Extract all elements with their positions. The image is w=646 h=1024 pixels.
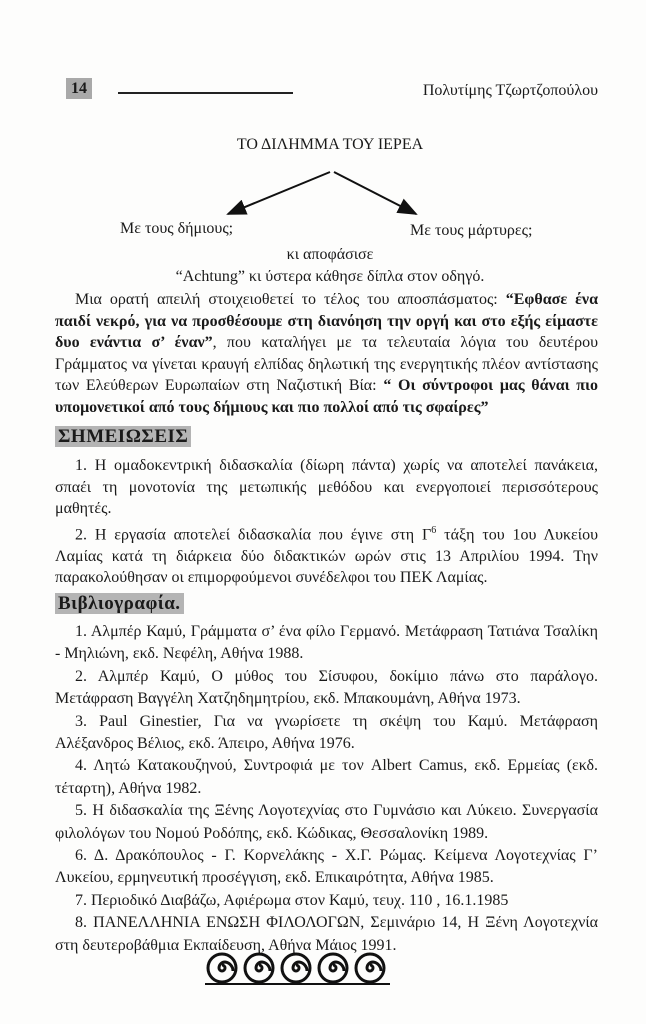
notes-list [55,455,598,589]
arrow-right-icon [334,172,416,214]
note-item [55,520,598,589]
bib-item: 4. Λητώ Κατακουζηνού, Συντροφιά με τον Albert Camus, εκδ. Ερμείας (εκδ. τέταρτη), Αθήνα 1982. [55,757,598,797]
bib-item: 3. Paul Ginestier, Για να γνωρίσετε τη σκέψη του Καμύ. Μετάφραση Αλέξανδρος Βέλιος, εκδ. Άπειρο, Αθήνα 1976. [55,712,598,753]
bib-item: 7. Περιοδικό Διαβάζω, Αφιέρωμα στον Καμύ, τευχ. 110 , 16.1.1985 [75,891,509,909]
bib-item: 8. ΠΑΝΕΛΛΗΝΙΑ ΕΝΩΣΗ ΦΙΛΟΛΟΓΩΝ, Σεμινάριο 14, Η Ξένη Λογοτεχνία στη δευτεροβάθμια Εκπαίδευση, Αθήνα Μάιος 1991. [55,914,598,954]
arrow-left-icon [228,172,330,214]
bold-quote: “ Οι σύντροφοι μας θάναι πιο υπομονετικοί από τους δήμιους και πιο πολλοί από τις σφαίρες” [55,377,598,416]
author-name: Πολυτίμης Τζωρτζοπούλου [422,82,598,99]
bibliography-list [55,621,598,957]
diagram-right-option: Με τους μάρτυρες; [410,222,533,239]
text: Μια ορατή απειλή στοιχειοθετεί το τέλος του αποσπάσματος: [75,291,506,308]
main-paragraph [55,289,598,419]
diagram-arrows [0,0,646,260]
notes-heading: ΣΗΜΕΙΩΣΕΙΣ [55,426,191,447]
note-item: 1. Η ομαδοκεντρική διδασκαλία (δίωρη πάντα) χωρίς να αποτελεί πανάκεια, σπαέι τη μονοτονία της μετωπικής μεθόδου και ενεργοποιεί περισσότερους μαθητές. [55,457,598,518]
superscript: 6 [431,524,437,536]
bib-item: 6. Δ. Δρακόπουλος - Γ. Κορνελάκης - Χ.Γ. Ρώμας. Κείμενα Λογοτεχνίας Γ’ Λυκείου, ερμηνευτική προσέγγιση, εκδ. Επικαιρότητα, Αθήνα 1985. [55,847,598,887]
diagram-line-1: κι αποφάσισε [286,246,374,263]
bib-item: 2. Αλμπέρ Καμύ, Ο μύθος του Σίσυφου, δοκίμιο πάνω στο παράλογο. Μετάφραση Βαγγέλη Χατζηδημητρίου, εκδ. Μπακουμάνη, Αθήνα 1973. [55,667,598,708]
spiral-ornament-icon [205,952,390,986]
diagram-left-option: Με τους δήμιους; [120,220,234,237]
text: , που καταλήγει με τα τελευταία λόγια του δευτέρου Γράμματος να γίνεται κραυγή ελπίδας δηλωτική της ενεργητικής πλέον αντίστασης των Ελεύθερων Ευρωπαίων στη Ναζιστική Βία: [55,334,598,395]
diagram-line-2: “Achtung” κι ύστερα κάθησε δίπλα στον οδηγό. [175,268,485,285]
bibliography-heading: Βιβλιογραφία. [55,593,184,614]
bold-quote: “Εφθασε ένα παιδί νεκρό, για να προσθέσουμε στη διανόηση την οργή και στο εξής είμαστε δυο ενάντια σ’ έναν” [55,291,599,352]
bib-item: 5. Η διδασκαλία της Ξένης Λογοτεχνίας στο Γυμνάσιο και Λύκειο. Συνεργασία φιλολόγων του Νομού Ροδόπης, εκδ. Κώδικας, Θεσσαλονίκη 1989. [55,802,598,842]
text: τάξη του 1ου Λυκείου Λαμίας κατά τη διάρκεια δύο διδακτικών ωρών στις 13 Απριλίου 1994. Την παρακολούθησαν οι επιμορφούμενοι συνέδελφοι του ΠΕΚ Λαμίας. [55,526,598,587]
bib-item: 1. Αλμπέρ Καμύ, Γράμματα σ’ ένα φίλο Γερμανό. Μετάφραση Τατιάνα Τσαλίκη - Μηλιώνη, εκδ. Νεφέλη, Αθήνα 1988. [55,623,598,663]
text: 2. Η εργασία αποτελεί διδασκαλία που έγινε στη Γ [75,526,432,544]
page-number: 14 [66,78,92,99]
diagram-title: ΤΟ ΔΙΛΗΜΜΑ ΤΟΥ ΙΕΡΕΑ [236,136,424,153]
